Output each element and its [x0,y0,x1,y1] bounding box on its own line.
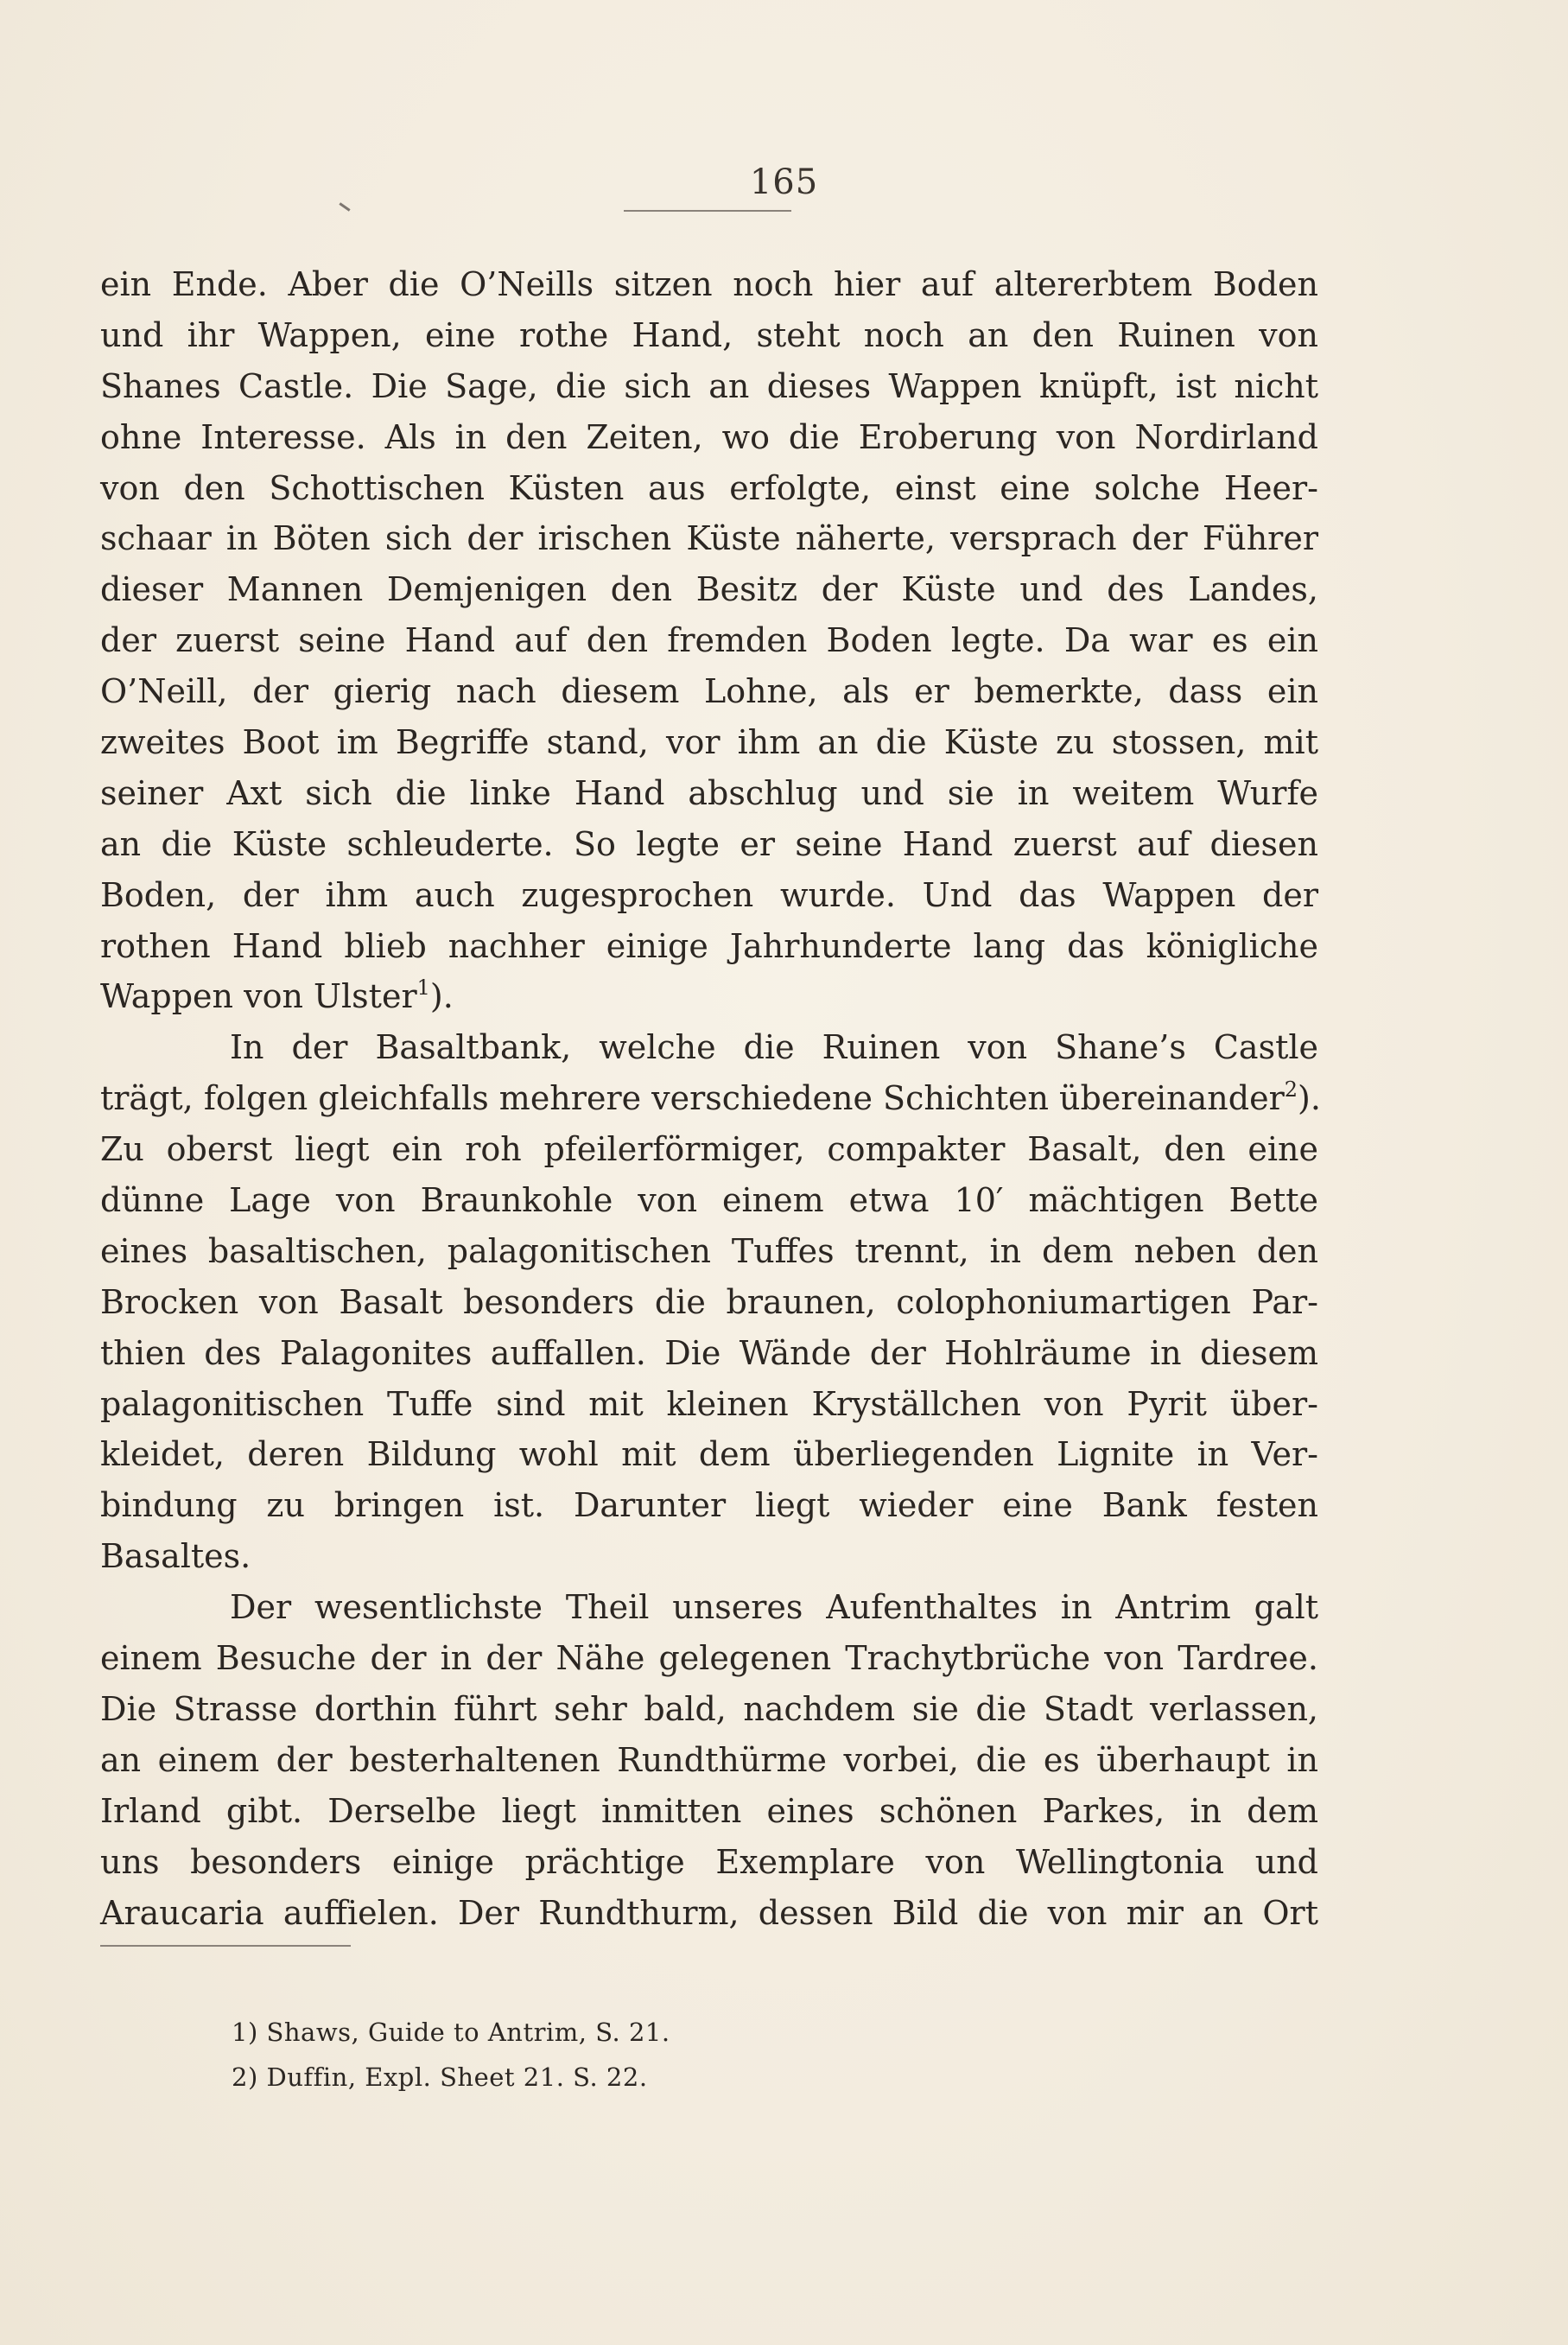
text-line: bindung zu bringen ist. Darunter liegt wieder eine Bank festen [100,1486,1318,1525]
footnote-text: Shaws, Guide to Antrim, S. 21. [266,2018,670,2047]
text-line: uns besonders einige prächtige Exemplare von Wellingtonia und [100,1842,1318,1881]
text-line: eines basaltischen, palagonitischen Tuffes trennt, in dem neben den [100,1231,1318,1270]
text-line: Zu oberst liegt ein roh pfeilerförmiger, compakter Basalt, den eine [100,1130,1318,1169]
body-text [100,259,1321,1938]
text-line: an einem der besterhaltenen Rundthürme vorbei, die es überhaupt in [100,1740,1318,1779]
text-line: Brocken von Basalt besonders die braunen, colophoniumartigen Par- [100,1282,1318,1321]
text-line: dieser Mannen Demjenigen den Besitz der Küste und des Landes, [100,570,1318,609]
text-line: Boden, der ihm auch zugesprochen wurde. Und das Wappen der [100,875,1318,914]
text-line: und ihr Wappen, eine rothe Hand, steht noch an den Ruinen von [100,315,1318,354]
text-line: palagonitischen Tuffe sind mit kleinen Kryställchen von Pyrit über- [100,1384,1318,1423]
text-line: Die Strasse dorthin führt sehr bald, nachdem sie die Stadt verlassen, [100,1689,1318,1728]
text-line: ohne Interesse. Als in den Zeiten, wo die Eroberung von Nordirland [100,417,1318,456]
text-line: schaar in Böten sich der irischen Küste näherte, versprach der Führer [100,519,1318,558]
footnote-ref: 2 [1284,1077,1298,1102]
footnote-rule [100,1945,351,1947]
text-line: O’Neill, der gierig nach diesem Lohne, als er bemerkte, dass ein [100,672,1318,711]
text-line: kleidet, deren Bildung wohl mit dem überliegenden Lignite in Ver- [100,1435,1318,1474]
text-line: seiner Axt sich die linke Hand abschlug und sie in weitem Wurfe [100,773,1318,812]
stray-ink-mark [339,202,350,211]
footnote [232,2010,1009,2055]
text-line: ein Ende. Aber die O’Neills sitzen noch hier auf altererbtem Boden [100,265,1318,303]
text-line: einem Besuche der in der Nähe gelegenen Trachytbrüche von Tardree. [100,1639,1318,1678]
footnote-marker: 1) [232,2018,258,2047]
text-line: der zuerst seine Hand auf den fremden Boden legte. Da war es ein [100,621,1318,660]
text-line: Wappen von Ulster$^1$). [100,975,454,1016]
text-line: zweites Boot im Begriffe stand, vor ihm an die Küste zu stossen, mit [100,723,1318,762]
text-line: Shanes Castle. Die Sage, die sich an dieses Wappen knüpft, ist nicht [100,366,1318,405]
text-line: Irland gibt. Derselbe liegt inmitten eines schönen Parkes, in dem [100,1791,1318,1830]
footnote [232,2055,1009,2100]
text-line: Basaltes. [100,1537,251,1576]
footnotes [232,2010,1009,2100]
header-rule [624,210,791,212]
text-line: In der Basaltbank, welche die Ruinen von Shane’s Castle [230,1028,1318,1067]
text-line: thien des Palagonites auffallen. Die Wände der Hohlräume in diesem [100,1333,1318,1372]
text-line: rothen Hand blieb nachher einige Jahrhunderte lang das königliche [100,926,1318,965]
text-line: trägt, folgen gleichfalls mehrere verschiedene Schichten übereinander$^2$). [100,1077,1321,1118]
text-line: Araucaria auffielen. Der Rundthurm, dessen Bild die von mir an Ort [100,1893,1318,1932]
footnote-ref: 1 [416,975,430,1000]
text-line: von den Schottischen Küsten aus erfolgte, einst eine solche Heer- [100,468,1318,507]
text-line: Der wesentlichste Theil unseres Aufenthaltes in Antrim galt [230,1588,1318,1627]
footnote-marker: 2) [232,2062,258,2092]
footnote-text: Duffin, Expl. Sheet 21. S. 22. [266,2062,648,2092]
text-line: an die Küste schleuderte. So legte er seine Hand zuerst auf diesen [100,824,1318,863]
page-number: 165 [749,162,819,202]
text-line: dünne Lage von Braunkohle von einem etwa 10′ mächtigen Bette [100,1181,1318,1220]
